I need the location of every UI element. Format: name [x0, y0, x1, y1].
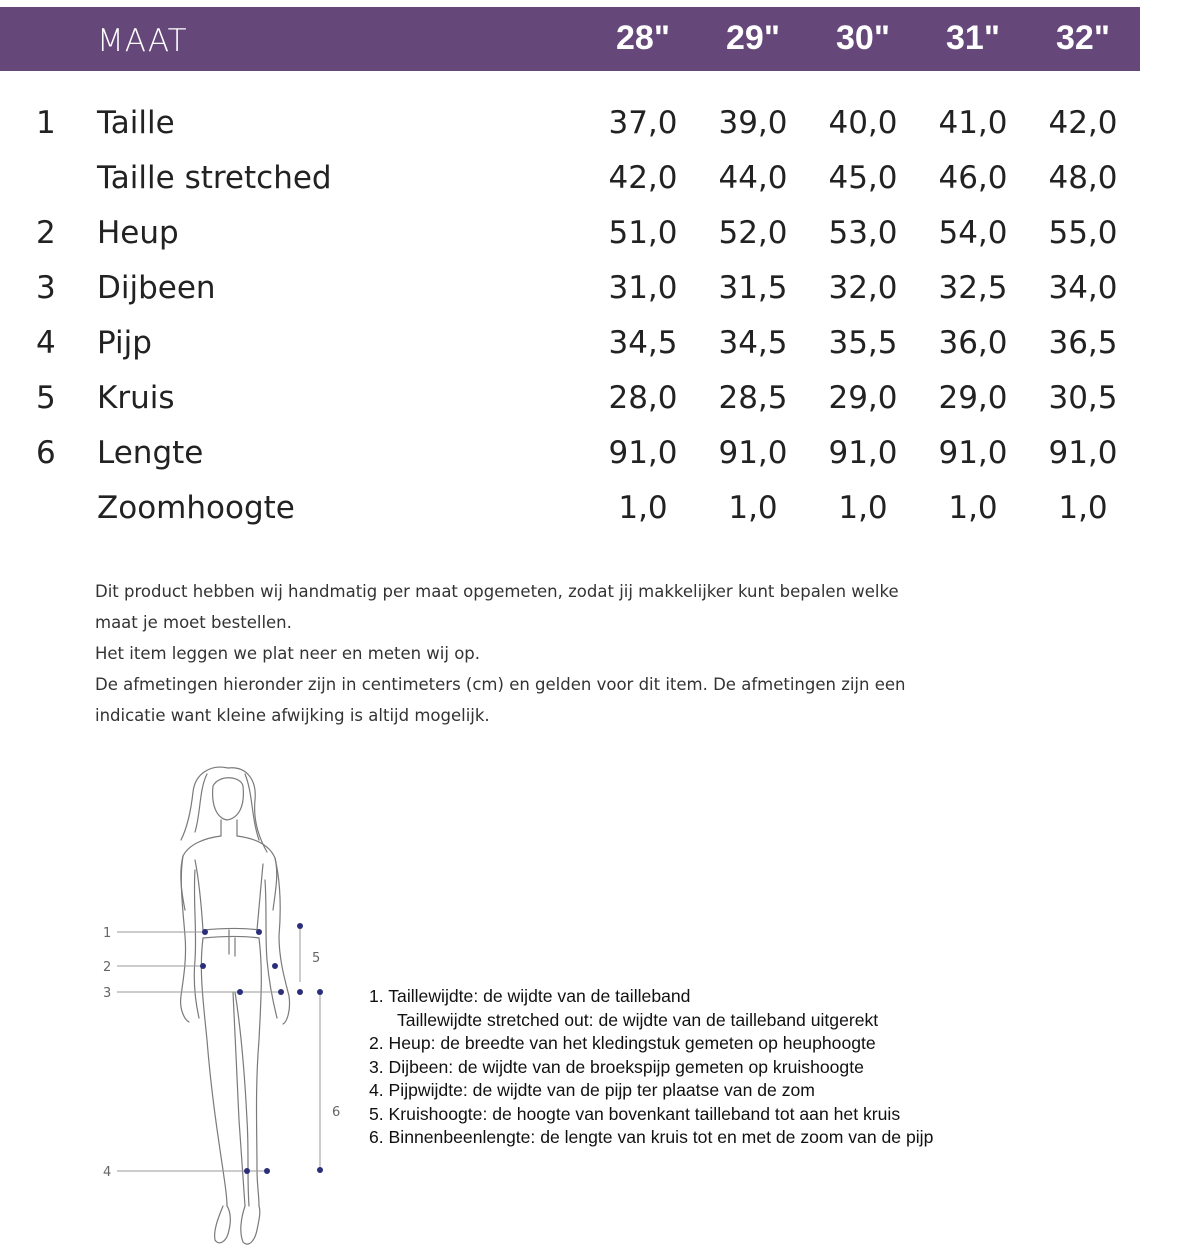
table-row-pijp [0, 325, 1200, 375]
size-32-header: 32" [1056, 19, 1110, 57]
cell-value: 36,0 [938, 325, 1008, 361]
cell-value: 91,0 [938, 435, 1008, 471]
cell-value: 39,0 [718, 105, 788, 141]
legend-item: 6. Binnenbeenlengte: de lengte van kruis tot en met de zoom van de pijp [369, 1127, 934, 1147]
legend-item: 1. Taillewijdte: de wijdte van de tailleband [369, 986, 691, 1006]
cell-value: 91,0 [1048, 435, 1118, 471]
row-label: Pijp [97, 325, 152, 361]
cell-value: 41,0 [938, 105, 1008, 141]
row-label: Heup [97, 215, 179, 251]
measurement-guides [117, 926, 320, 1171]
cell-value: 53,0 [828, 215, 898, 251]
cell-value: 40,0 [828, 105, 898, 141]
cell-value: 51,0 [608, 215, 678, 251]
cell-value: 48,0 [1048, 160, 1118, 196]
cell-value: 91,0 [828, 435, 898, 471]
cell-value: 29,0 [938, 380, 1008, 416]
cell-value: 31,0 [608, 270, 678, 306]
cell-value: 35,5 [828, 325, 898, 361]
cell-value: 31,5 [718, 270, 788, 306]
marker-label-4: 4 [103, 1165, 112, 1180]
cell-value: 46,0 [938, 160, 1008, 196]
intro-line: maat je moet bestellen. [95, 613, 292, 632]
size-table-header [0, 7, 1140, 71]
row-number: 3 [36, 270, 56, 306]
size-29-header: 29" [726, 19, 780, 57]
woman-sketch [181, 767, 290, 1244]
row-label: Zoomhoogte [97, 490, 295, 526]
row-label: Dijbeen [97, 270, 216, 306]
cell-value: 37,0 [608, 105, 678, 141]
marker-label-3: 3 [103, 986, 112, 1001]
cell-value: 1,0 [1058, 490, 1108, 526]
marker-label-1: 1 [103, 926, 112, 941]
legend-item: 2. Heup: de breedte van het kledingstuk gemeten op heuphoogte [369, 1033, 876, 1053]
cell-value: 1,0 [728, 490, 778, 526]
cell-value: 1,0 [838, 490, 888, 526]
row-number: 6 [36, 435, 56, 471]
size-28-header: 28" [616, 19, 670, 57]
measurement-legend [369, 985, 933, 1150]
cell-value: 55,0 [1048, 215, 1118, 251]
measurement-intro-text [95, 576, 925, 731]
legend-item: 5. Kruishoogte: de hoogte van bovenkant tailleband tot aan het kruis [369, 1103, 901, 1124]
cell-value: 52,0 [718, 215, 788, 251]
cell-value: 91,0 [608, 435, 678, 471]
intro-line: indicatie want kleine afwijking is altijd mogelijk. [95, 706, 490, 725]
marker-label-6: 6 [332, 1105, 341, 1120]
cell-value: 54,0 [938, 215, 1008, 251]
row-label: Taille stretched [97, 160, 332, 196]
row-number: 1 [36, 105, 56, 141]
row-number: 5 [36, 380, 56, 416]
cell-value: 32,0 [828, 270, 898, 306]
size-30-header: 30" [836, 19, 890, 57]
legend-item: 3. Dijbeen: de wijdte van de broekspijp gemeten op kruishoogte [369, 1056, 864, 1077]
cell-value: 32,5 [938, 270, 1008, 306]
legend-item: 4. Pijpwijdte: de wijdte van de pijp ter plaatse van de zom [369, 1080, 815, 1100]
cell-value: 34,5 [718, 325, 788, 361]
cell-value: 30,5 [1048, 380, 1118, 416]
measurement-numbers [103, 926, 340, 1180]
legend-item: Taillewijdte stretched out: de wijdte van de tailleband uitgerekt [397, 1009, 879, 1030]
marker-label-5: 5 [312, 951, 321, 966]
measurement-figure [95, 760, 355, 1250]
row-label: Taille [97, 105, 175, 141]
cell-value: 91,0 [718, 435, 788, 471]
cell-value: 28,0 [608, 380, 678, 416]
cell-value: 45,0 [828, 160, 898, 196]
cell-value: 29,0 [828, 380, 898, 416]
cell-value: 42,0 [608, 160, 678, 196]
intro-line: De afmetingen hieronder zijn in centimeters (cm) en gelden voor dit item. De afmetingen zijn een [95, 675, 906, 694]
table-row-taille-stretched [0, 160, 1200, 210]
header-maat-label: MAAT [97, 23, 188, 59]
table-row-taille [0, 105, 1200, 155]
cell-value: 44,0 [718, 160, 788, 196]
table-row-heup [0, 215, 1200, 265]
intro-line: Dit product hebben wij handmatig per maat opgemeten, zodat jij makkelijker kunt bepalen welke [95, 582, 899, 601]
cell-value: 42,0 [1048, 105, 1118, 141]
row-label: Kruis [97, 380, 175, 416]
cell-value: 34,5 [608, 325, 678, 361]
row-number: 2 [36, 215, 56, 251]
cell-value: 1,0 [948, 490, 998, 526]
size-31-header: 31" [946, 19, 1000, 57]
cell-value: 34,0 [1048, 270, 1118, 306]
intro-line: Het item leggen we plat neer en meten wij op. [95, 644, 481, 663]
row-label: Lengte [97, 435, 204, 471]
cell-value: 1,0 [618, 490, 668, 526]
table-row-lengte [0, 435, 1200, 485]
table-row-kruis [0, 380, 1200, 430]
marker-label-2: 2 [103, 960, 112, 975]
table-row-dijbeen [0, 270, 1200, 320]
cell-value: 28,5 [718, 380, 788, 416]
row-number: 4 [36, 325, 56, 361]
table-row-zoomhoogte [0, 490, 1200, 540]
cell-value: 36,5 [1048, 325, 1118, 361]
